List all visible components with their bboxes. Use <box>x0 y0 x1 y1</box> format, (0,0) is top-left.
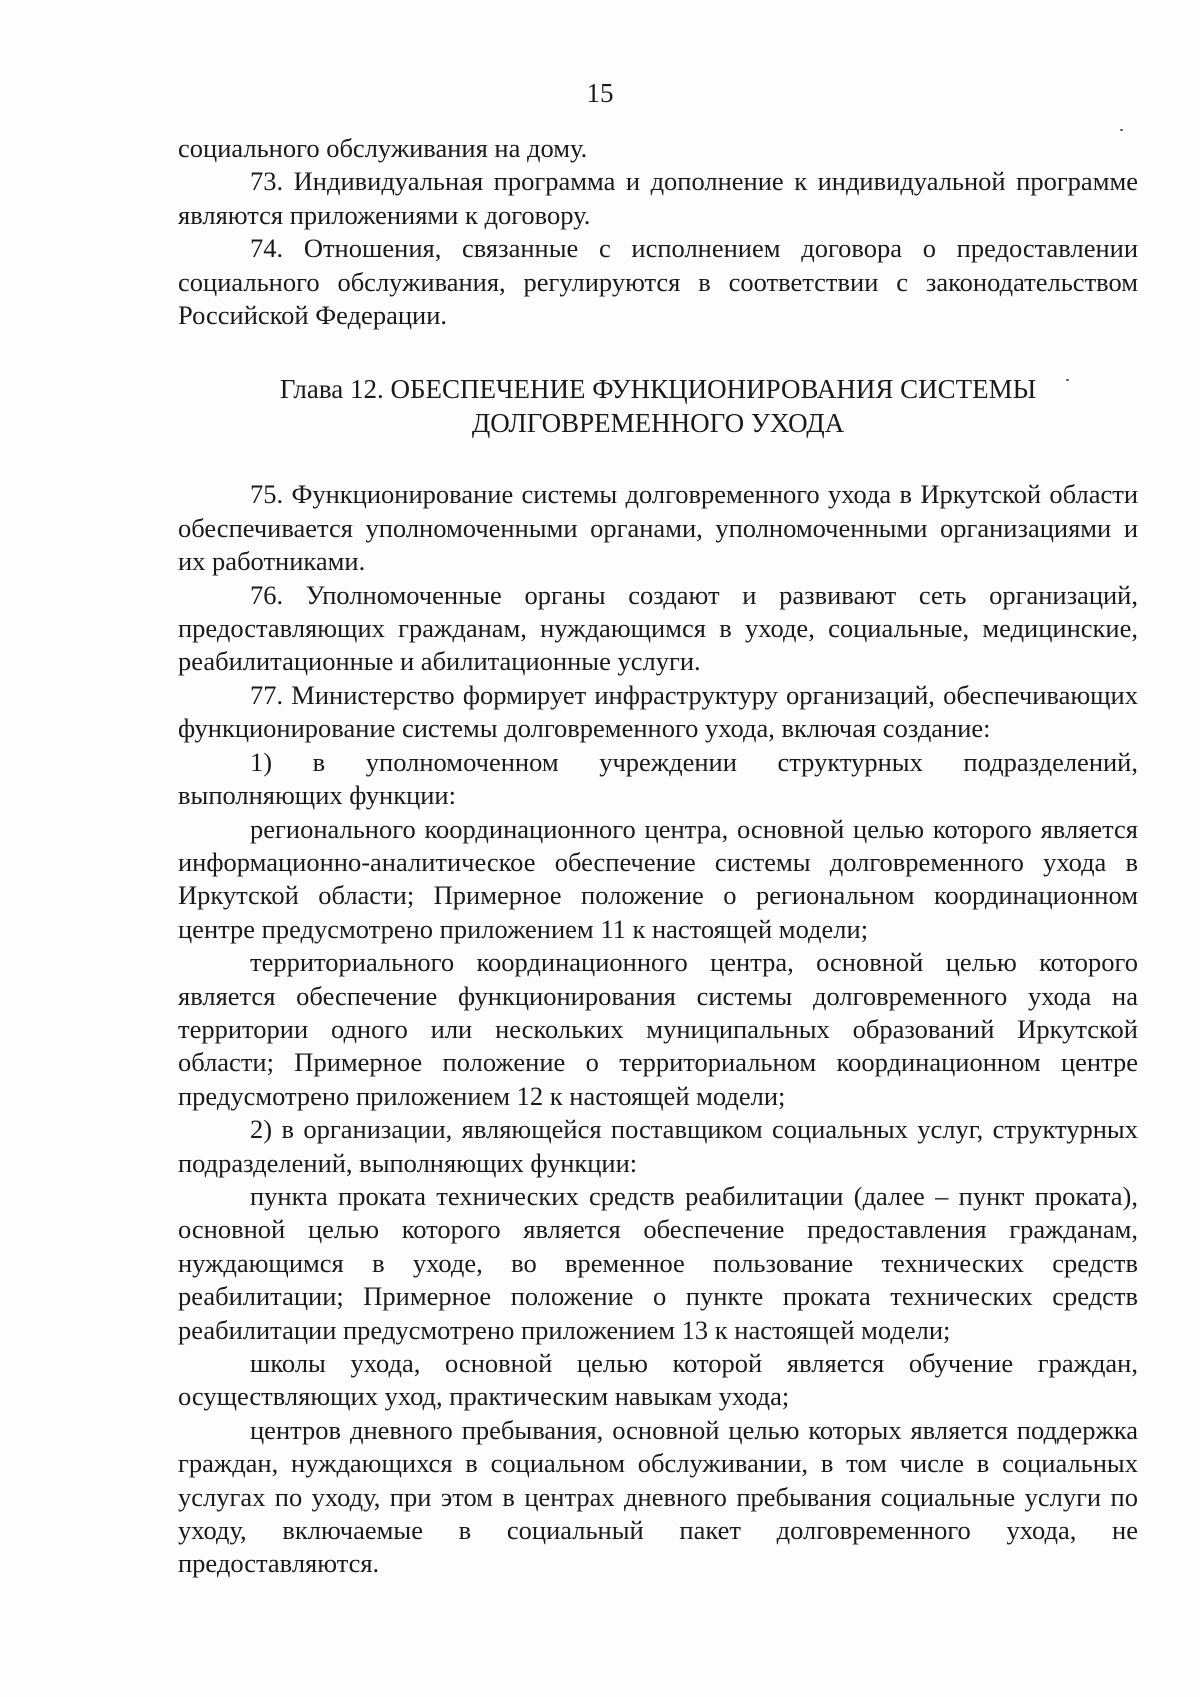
paragraph-care-school: школы ухода, основной целью которой является обучение граждан, осуществляющих уход, практическим навыкам ухода; <box>178 1348 1138 1412</box>
paragraph-territorial-center: территориального координационного центра, основной целью которого является обеспечение функционирования системы долговременного ухода на территории одного или нескольких муниципальных образований Иркутской области; Примерное положение о территориальном координационном центре предусмотрено приложением 12 к настоящей модели; <box>178 947 1138 1111</box>
list-item-1: 1) в уполномоченном учреждении структурных подразделений, выполняющих функции: <box>178 746 1138 811</box>
paragraph-regional-center: регионального координационного центра, основной целью которого является информационно-аналитическое обеспечение системы долговременного ухода в Иркутской области; Примерное положение о региональном координационном центре предусмотрено приложением 11 к настоящей модели; <box>178 813 1138 944</box>
paragraph-76: 76. Уполномоченные органы создают и развивают сеть организаций, предоставляющих гражданам, нуждающимся в уходе, социальные, медицинские, реабилитационные и абилитационные услуги. <box>178 579 1138 677</box>
paragraph: социального обслуживания на дому. <box>178 133 588 163</box>
paragraph-73: 73. Индивидуальная программа и дополнение к индивидуальной программе являются приложениями к договору. <box>178 166 1138 230</box>
chapter-heading-line-2: ДОЛГОВРЕМЕННОГО УХОДА <box>471 408 845 439</box>
paragraph-day-centers: центров дневного пребывания, основной целью которых является поддержка граждан, нуждающихся в социальном обслуживании, в том числе в социальных услугах по уходу, при этом в центрах дневного пребывания социальные услуги по уходу, включаемые в социальный пакет долговременного ухода, не предоставляются. <box>178 1414 1138 1579</box>
paragraph-74: 74. Отношения, связанные с исполнением договора о предоставлении социального обслуживания, регулируются в соответствии с законодательством Российской Федерации. <box>178 233 1138 331</box>
chapter-heading <box>178 372 1138 440</box>
paragraph-77: 77. Министерство формирует инфраструктуру организаций, обеспечивающих функционирование системы долговременного ухода, включая создание: <box>178 679 1138 744</box>
list-item-2: 2) в организации, являющейся поставщиком социальных услуг, структурных подразделений, выполняющих функции: <box>178 1114 1138 1178</box>
document-body <box>178 132 1138 1581</box>
page-number: 15 <box>586 78 614 108</box>
scan-speck <box>1120 129 1123 131</box>
chapter-heading-line-1: Глава 12. ОБЕСПЕЧЕНИЕ ФУНКЦИОНИРОВАНИЯ СИСТЕМЫ <box>279 374 1037 405</box>
paragraph-rental-point: пункта проката технических средств реабилитации (далее – пункт проката), основной целью которого является обеспечение предоставления гражданам, нуждающимся в уходе, во временное пользование технических средств реабилитации; Примерное положение о пункте проката технических средств реабилитации предусмотрено приложением 13 к настоящей модели; <box>178 1180 1138 1345</box>
paragraph-75: 75. Функционирование системы долговременного ухода в Иркутской области обеспечивается уполномоченными органами, уполномоченными организациями и их работниками. <box>178 479 1138 577</box>
